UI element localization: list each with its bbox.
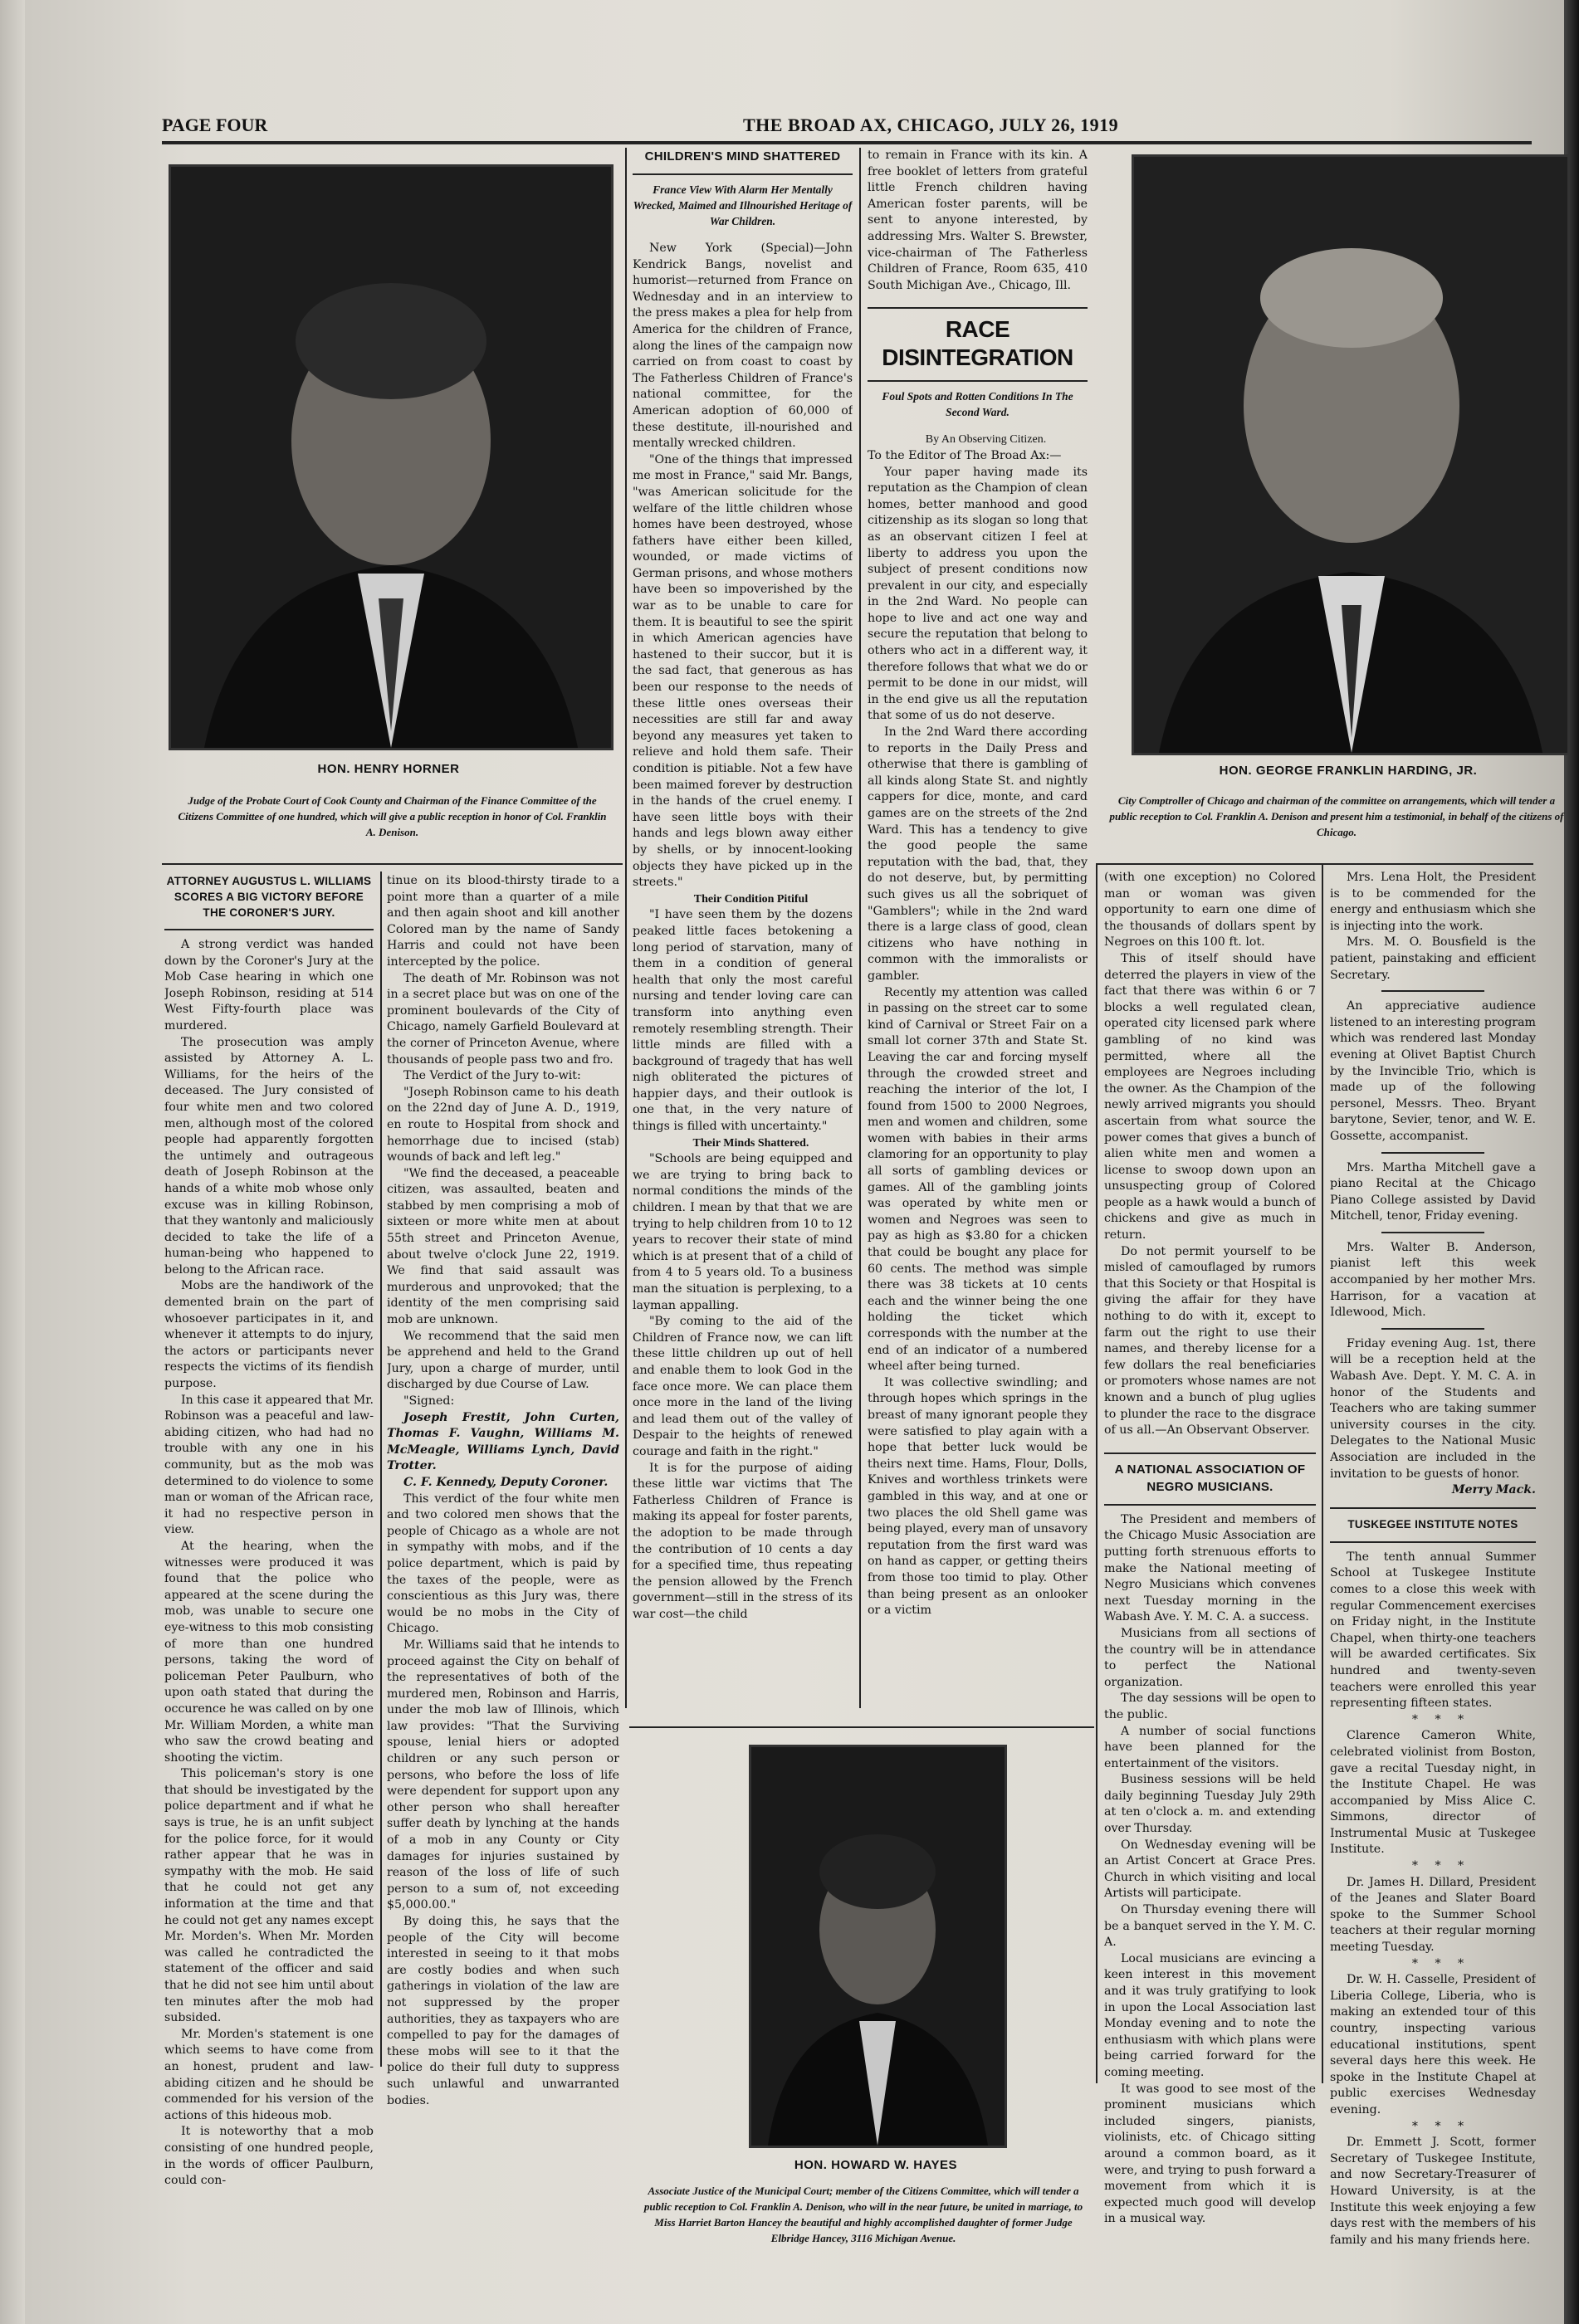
headline-race-disintegration: RACE DISINTEGRATION <box>882 316 1073 371</box>
paragraph: Clarence Cameron White, celebrated violinist from Boston, gave a recital Tuesday night, in the Institute Chapel. He was accompanied by Miss Alice C. Simmons, director of Instrumental Music at Tuskegee Institute. <box>1330 1729 1536 1857</box>
headline-rule <box>1104 1504 1316 1506</box>
deck-race: Foul Spots and Rotten Conditions In The Second Ward. <box>882 390 1073 419</box>
paragraph: A strong verdict was handed down by the Coroner's Jury at the Mob Case hearing in which one Joseph Robinson, residing at 514 West Fifty-fourth place was murdered. <box>164 938 374 1033</box>
caption-desc-hayes: Associate Justice of the Municipal Court; member of the Citizens Committee, which will tender a public reception to Col. Franklin A. Denison, who will in the near future, be united in marriage, to Miss Harriet Barton Hancey the beautiful and highly accomplished daughter of former Judge Elbridge Hancey, 3116 Michigan Avenue. <box>643 2185 1083 2244</box>
portrait-image <box>751 1747 1005 2146</box>
headline-negro-musicians: A NATIONAL ASSOCIATION OF NEGRO MUSICIANS. <box>1114 1462 1306 1494</box>
section-rule <box>1104 1452 1316 1454</box>
paragraph: "Joseph Robinson came to his death on the 22nd day of June A. D., 1919, en route to Hospital from shock and hemorrhage due to incised (stab) wounds of back and left leg." <box>387 1085 619 1164</box>
caption-name-horner: HON. HENRY HORNER <box>317 762 460 776</box>
paragraph: Business sessions will be held daily beginning Tuesday July 29th at ten o'clock a. m. and extending over Thursday. <box>1104 1773 1316 1836</box>
paragraph: The President and members of the Chicago Music Association are putting forth strenuous efforts to make the National meeting of Negro Musicians which convenes next Tuesday morning in the Wabash Ave. Y. M. C. A. a success. <box>1104 1512 1316 1624</box>
paragraph: An appreciative audience listened to an interesting program which was rendered last Monday evening at Olivet Baptist Church by the Invincible Trio, which is made up of the following personel, Messrs. Theo. Bryant barytone, Sevier, tenor, and W. E. Gossette, accompanist. <box>1330 999 1536 1143</box>
headline-rule <box>164 929 374 930</box>
article-tuskegee-notes <box>1330 870 1536 2322</box>
paragraph: A number of social functions have been planned for the entertainment of the visitors. <box>1104 1724 1316 1770</box>
byline: By An Observing Citizen. <box>925 433 1047 447</box>
headline-tuskegee: TUSKEGEE INSTITUTE NOTES <box>1347 1517 1518 1531</box>
newspaper-dateline: THE BROAD AX, CHICAGO, JULY 26, 1919 <box>743 115 1119 135</box>
paragraph: Dr. W. H. Casselle, President of Liberia College, Liberia, who is making an extended tour of this country, inspecting various educational institutions, spent several days here this week. He spoke in the Institute Chapel at public exercises Wednesday evening. <box>1330 1973 1536 2116</box>
column-divider <box>1096 863 1097 2083</box>
headline-rule <box>1330 1541 1536 1543</box>
section-rule <box>629 1726 1094 1728</box>
paragraph: The Verdict of the Jury to-wit: <box>403 1069 581 1083</box>
paragraph: The day sessions will be open to the public. <box>1104 1692 1316 1721</box>
article-attorney-williams-continued <box>387 873 619 2324</box>
separator-stars: * * * <box>1411 1859 1471 1873</box>
paragraph: This of itself should have deterred the players in view of the fact that there was within 6 or 7 blocks a well regulated clean, operated city licensed park where gambling of no kind was permitted, where all the employees are Negroes including the owner. As the Champion of the newly arrived migrants you should ascertain from what source the power comes that gives a bunch of alien white men and women a license to swoop down upon an unsuspecting group of Colored people as a hawk would a bunch of chickens and give as much in return. <box>1104 951 1316 1243</box>
signature: Merry Mack. <box>1451 1483 1536 1497</box>
caption-name-harding: HON. GEORGE FRANKLIN HARDING, JR. <box>1219 764 1478 778</box>
paragraph: In this case it appeared that Mr. Robinson was a peaceful and law-abiding citizen, who had had no trouble with any one in his community, but as the mob was determined to do violence to some man or woman of the African race, it had no respective person in view. <box>164 1393 374 1537</box>
paragraph: Mrs. Martha Mitchell gave a piano Recital at the Chicago Piano College assisted by David Mitchell, tenor, Friday evening. <box>1330 1160 1536 1223</box>
section-rule <box>162 863 623 865</box>
paragraph: "Signed: <box>403 1394 455 1408</box>
paragraph: Dr. Emmett J. Scott, former Secretary of Tuskegee Institute, and now Secretary-Treasurer of Howard University, is at the Institute this week enjoying a few days rest with the members of his family and his many friends here. <box>1330 2136 1536 2247</box>
signatories: Joseph Frestit, John Curten, Thomas F. Vaughn, Williams M. McMeagle, Williams Lynch, David Trotter. <box>387 1410 619 1473</box>
page-left-margin <box>0 0 25 2324</box>
paragraph: On Wednesday evening will be an Artist Concert at Grace Pres. Church in which visiting and local Artists will participate. <box>1104 1838 1316 1901</box>
subhead: Their Minds Shattered. <box>692 1136 809 1150</box>
article-race-disintegration <box>868 148 1088 1725</box>
paragraph: Recently my attention was called in passing on the street car to some kind of Carnival or Street Fair on a small lot corner 37th and State St. Leaving the car and forcing myself through the crowded street and reaching the interior of the lot, I found from 1500 to 2000 Negroes, men and women and children, some women with babies in their arms clamoring for an opportunity to play all sorts of gambling devices or games. All of the gambling joints was operated by white men or women and Negroes was seen to pay as high as $3.80 for a chicken that could be bought any place for 60 cents. The method was simple there was 38 tickets at 10 cents each and the winner being the one holding the ticket which corresponds with the number at the end of an indicator of a numbered wheel after being turned. <box>868 985 1088 1374</box>
divider <box>1381 1152 1484 1154</box>
paragraph: New York (Special)—John Kendrick Bangs, novelist and humorist—returned from France on Wednesday and in an interview to the press makes a plea for help from America for the children of France, along the lines of the campaign now carried on from coast to coast by The Fatherless Children of France's national committee, for the American adoption of 60,000 of these destitute, ill-nourished and mentally wrecked children. <box>633 242 853 451</box>
article-negro-musicians <box>1104 870 1316 2322</box>
paragraph: "Schools are being equipped and we are trying to bring back to normal conditions the minds of the children. I mean by that that we are trying to help children from 10 to 12 years to recover their state of mind which is at present that of a child of from 4 to 5 years old. To a business man the situation is perplexing, to a layman appalling. <box>633 1152 853 1312</box>
paragraph: It was good to see most of the prominent musicians which included singers, pianists, violinists, etc. of Chicago sitting around a common board, as it were, and trying to push forward a movement from which it is expected much good will develop in a musical way. <box>1104 2082 1316 2226</box>
masthead-rule <box>162 141 1532 144</box>
paragraph: This policeman's story is one that should be investigated by the police department and if what he says is true, he is an unfit subject for the police force, for it would rather appear that he was in sympathy with the mob. He said that he could not get any information at the time and that he could not get any names except Mr. Morden's. When Mr. Morden was called he contradicted the statement of the officer and said that he did not see him until about ten minutes after the mob had subsided. <box>164 1767 374 2025</box>
paragraph: Friday evening Aug. 1st, there will be a reception held at the Wabash Ave. Dept. Y. M. C. A. in honor of the Students and Teachers who are taking summer university courses in the city. Delegates to the National Music Association are included in the invitation to be guests of honor. <box>1330 1336 1536 1481</box>
column-divider <box>625 148 627 1708</box>
paragraph: On Thursday evening there will be a banquet served in the Y. M. C. A. <box>1104 1903 1316 1950</box>
paragraph: The prosecution was amply assisted by Attorney A. L. Williams, for the heirs of the deceased. The Jury consisted of four white men and two colored men, although most of the colored people had apparently forgotten the untimely and outrageous death of Joseph Robinson at the hands of a white mob whose only excuse was in killing Robinson, that they wantonly and maliciously decided to take the life of a human-being who happened to belong to the African race. <box>164 1035 374 1277</box>
paragraph: Do not permit yourself to be misled of camouflaged by rumors that this Society or that Hospital is giving the affair for they have nothing to do with it, except to farm out the right to use their names, and thereby license for a few dollars the real beneficiaries or promoters whose names are not known and a bunch of plug uglies to plunder the race to the disgrace of us all.—An Observant Observer. <box>1104 1244 1316 1438</box>
paragraph: At the hearing, when the witnesses were produced it was found that the police who appeared at the scene during the mob, was unable to secure one eye-witness to this mob consisting of more than one hundred persons, taking the word of policeman Peter Paulburn, who upon oath stated that during the occurence he was called on by one Mr. William Morden, a white man who saw the crowd beating and shooting the victim. <box>164 1539 374 1765</box>
separator-stars: * * * <box>1411 1956 1471 1970</box>
paragraph: tinue on its blood-thirsty tirade to a point more than a quarter of a mile and then again shoot and kill another Colored man by the name of Sandy Harris and could not have been intercepted by the police. <box>387 874 619 969</box>
paragraph: to remain in France with its kin. A free booklet of letters from grateful little French children having American foster parents, will be sent to anyone interested, by addressing Mrs. Walter S. Brewster, vice-chairman of The Fatherless Children of France, Room 635, 410 South Michigan Ave., Chicago, Ill. <box>868 149 1088 292</box>
paragraph: This verdict of the four white men and two colored men shows that the people of Chicago as a whole are not in sympathy with mobs, and if the police department, which is paid by the taxes of the people, were as conscientious as this Jury was, there would be no mobs in the City of Chicago. <box>387 1492 619 1636</box>
paragraph: The death of Mr. Robinson was not in a secret place but was on one of the prominent boulevards of the City of Chicago, namely Garfield Boulevard at the corner of Princeton Avenue, where thousands of people pass two and fro. <box>387 971 619 1067</box>
separator-stars: * * * <box>1411 2119 1471 2133</box>
section-rule <box>1330 1507 1536 1509</box>
paragraph: Mrs. Walter B. Anderson, pianist left this week accompanied by her mother Mrs. Harrison, for a vacation at Idlewood, Mich. <box>1330 1240 1536 1320</box>
caption-name-hayes: HON. HOWARD W. HAYES <box>794 2158 958 2172</box>
paragraph: It was collective swindling; and through hopes which springs in the breast of many ignorant people they were satisfied to play again with a hope that better luck would be theirs next time. Hams, Flour, Dolls, Knives and worthless trinkets were gambled in this way, and at one or two places the old Shell game was being played, every man of unsavory reputation from the first ward was on hand as capper, or getting theirs from those too timid to play. Other than being present as an onlooker or a victim <box>868 1375 1088 1618</box>
section-rule <box>868 307 1088 309</box>
paragraph: (with one exception) no Colored man or woman was given opportunity to earn one dime of the thousands of dollars spent by Negroes on this 100 ft. lot. <box>1104 871 1316 950</box>
paragraph: "One of the things that impressed me most in France," said Mr. Bangs, "was American solicitude for the welfare of the little children whose homes have been destroyed, whose fathers have either been killed, wounded, or made victims of German prisons, and whose mothers have been so impoverished by the war as to be unable to care for them. It is beautiful to see the spirit in which American agencies have hastened to their succor, but it is the sad fact, that generous as has been our response to the needs of these little ones overseas their necessities are still far and away beyond any measures yet taken to relieve and hold them safe. Their condition is pitiable. Not a few have been maimed forever by destruction in the hands of the cruel enemy. I have seen little boys with their hands and legs blown away either by shells, or by innocent-looking objects they have picked up in the streets." <box>633 452 853 890</box>
masthead <box>162 115 1532 141</box>
paragraph: "I have seen them by the dozens peaked little faces betokening a long period of starvation, many of them in a condition of general health that only the most careful nursing and tender loving care can transform into anything even remotely resembling strength. Their little minds are filled with a background of tragedy that has well nigh obliterated the pictures of happier days, and their outlook is one that, in the very nature of things is filled with uncertainty." <box>633 908 853 1134</box>
paragraph: We recommend that the said men be apprehend and held to the Grand Jury, upon a charge of murder, until discharged by due Course of Law. <box>387 1329 619 1392</box>
column-divider <box>380 872 382 2067</box>
paragraph: Mobs are the handiwork of the demented brain on the part of whosoever participates in it, and whenever it attempts to do injury, the actors or participants never respects the victims of its fiendish purpose. <box>164 1279 374 1391</box>
paragraph: Your paper having made its reputation as the Champion of clean homes, better manhood and good citizenship as its slogan so long that as an observant citizen I feel at liberty to address you upon the subject of present conditions now prevalent in our city, and especially in the 2nd Ward. No people can hope to live and act one way and secure the reputation that belong to others who act in a different way, it therefore follows that what we do or permit to be done in our midst, will in the end give us all the reputation that some of us do not deserve. <box>868 465 1088 723</box>
headline-rule <box>868 380 1088 382</box>
article-attorney-williams <box>164 873 374 2324</box>
paragraph: By doing this, he says that the people of the City will become interested in seeing to it that mobs are costly bodies and when such gatherings in violation of the law are not suppressed by the proper authorities, they as taxpayers who are compelled to pay for the damages of these mobs will see to it that the police do their full duty to suppress such unlawful and unwarranted bodies. <box>387 1915 619 2107</box>
paragraph: Mr. Morden's statement is one which seems to have come from an honest, prudent and law-abiding citizen and he should be commended for his version of the actions of this hideous mob. <box>164 2027 374 2122</box>
paragraph: It is noteworthy that a mob consisting of one hundred people, in the words of officer Paulburn, could con- <box>164 2125 374 2188</box>
salutation: To the Editor of The Broad Ax:— <box>868 448 1062 462</box>
deck-children: France View With Alarm Her Mentally Wrecked, Maimed and Illnourished Heritage of War Children. <box>633 183 853 227</box>
subhead: Their Condition Pitiful <box>693 892 809 906</box>
column-divider <box>1322 863 1323 2083</box>
divider <box>1381 1232 1484 1233</box>
paragraph: Local musicians are evincing a keen interest in this movement and it was truly gratifying to look in upon the Local Association last Monday evening and to note the enthusiasm with which plans were being carried forward for the coming meeting. <box>1104 1951 1316 2079</box>
paragraph: Mrs. M. O. Bousfield is the patient, painstaking and efficient Secretary. <box>1330 935 1536 982</box>
paragraph: Dr. James H. Dillard, President of the Jeanes and Slater Board spoke to the Summer School teachers at their regular morning meeting Tuesday. <box>1330 1875 1536 1955</box>
divider <box>1381 1328 1484 1330</box>
headline-rule <box>633 173 853 175</box>
signatory-coroner: C. F. Kennedy, Deputy Coroner. <box>403 1475 609 1489</box>
paragraph: Musicians from all sections of the country will be in attendance to perfect the National organization. <box>1104 1626 1316 1689</box>
portrait-image <box>1134 157 1567 753</box>
caption-desc-horner: Judge of the Probate Court of Cook County and Chairman of the Finance Committee of the Citizens Committee of one hundred, which will give a public reception in honor of Col. Franklin A. Denison. <box>178 794 607 838</box>
article-children-mind-shattered <box>633 148 853 1725</box>
paragraph: Mr. Williams said that he intends to proceed against the City on behalf of the representatives of both of the murdered men, Robinson and Harris, under the mob law of Illinois, which law provides: "That the Surviving spouse, lenial hiers or adopted children or any such person or persons, who before the loss of life were dependent for support upon any other person who shall hereafter suffer death by lynching at the hands of a mob in any County or City damages for injuries sustained by reason of the loss of life of such person to a sum of, not exceeding $5,000.00." <box>387 1638 619 1912</box>
headline-children: CHILDREN'S MIND SHATTERED <box>644 149 841 164</box>
portrait-image <box>171 167 611 748</box>
paragraph: In the 2nd Ward there according to reports in the Daily Press and otherwise that there is gambling of all kinds along State St. and nightly cappers for dice, monte, and card games are on the streets of the 2nd Ward. This has a tendency to give the good people the same reputation with the bad, that, they do not deserve, but, by permitting such gives us all the sobriquet of "Gamblers"; while in the 2nd ward there is a large class of good, clean citizens who have nothing in common with the immoralists or gambler. <box>868 725 1088 983</box>
separator-stars: * * * <box>1411 1712 1471 1726</box>
divider <box>1381 990 1484 992</box>
paragraph: "We find the deceased, a peaceable citizen, was assaulted, beaten and stabbed by men comprising a mob of sixteen or more white men at about 55th street and Princeton Avenue, about twelve o'clock June 22, 1919. We find that said assault was murderous and unprovoked; that the identity of the men comprising said mob are unknown. <box>387 1166 619 1327</box>
paragraph: "By coming to the aid of the Children of France now, we can lift these little children up out of hell and enable them to look God in the face once more. We can place them once more in the land of the living and lead them out of the valley of Despair to the heights of renewed courage and faith in the right." <box>633 1315 853 1458</box>
portrait-howard-w-hayes <box>749 1745 1007 2148</box>
headline-attorney-williams: ATTORNEY AUGUSTUS L. WILLIAMS SCORES A BIG VICTORY BEFORE THE CORONER'S JURY. <box>166 875 372 919</box>
paragraph: Mrs. Lena Holt, the President is to be commended for the energy and enthusiasm which she is injecting into the work. <box>1330 871 1536 933</box>
portrait-henry-horner <box>169 164 614 750</box>
paragraph: The tenth annual Summer School at Tuskegee Institute comes to a close this week with regular Commencement exercises on Friday night, in the Institute Chapel, when thirty-one teachers will be awarded certificates. Six hundred and twenty-seven teachers were enrolled this year representing fifteen states. <box>1330 1550 1536 1711</box>
caption-desc-harding: City Comptroller of Chicago and chairman of the committee on arrangements, which will tender a public reception to Col. Franklin A. Denison and present him a testimonial, in behalf of the citizens of Chicago. <box>1109 794 1564 838</box>
paragraph: It is for the purpose of aiding these little war victims that The Fatherless Children of France is making its appeal for foster parents, the adoption to be made through the contribution of 10 cents a day for a specified time, thus repeating the pension allowed by the French government—still in the stress of its war cost—the child <box>633 1461 853 1621</box>
page-number-label: PAGE FOUR <box>162 115 268 135</box>
column-divider <box>859 148 861 1708</box>
section-rule <box>1097 863 1533 865</box>
portrait-george-franklin-harding <box>1132 154 1570 755</box>
